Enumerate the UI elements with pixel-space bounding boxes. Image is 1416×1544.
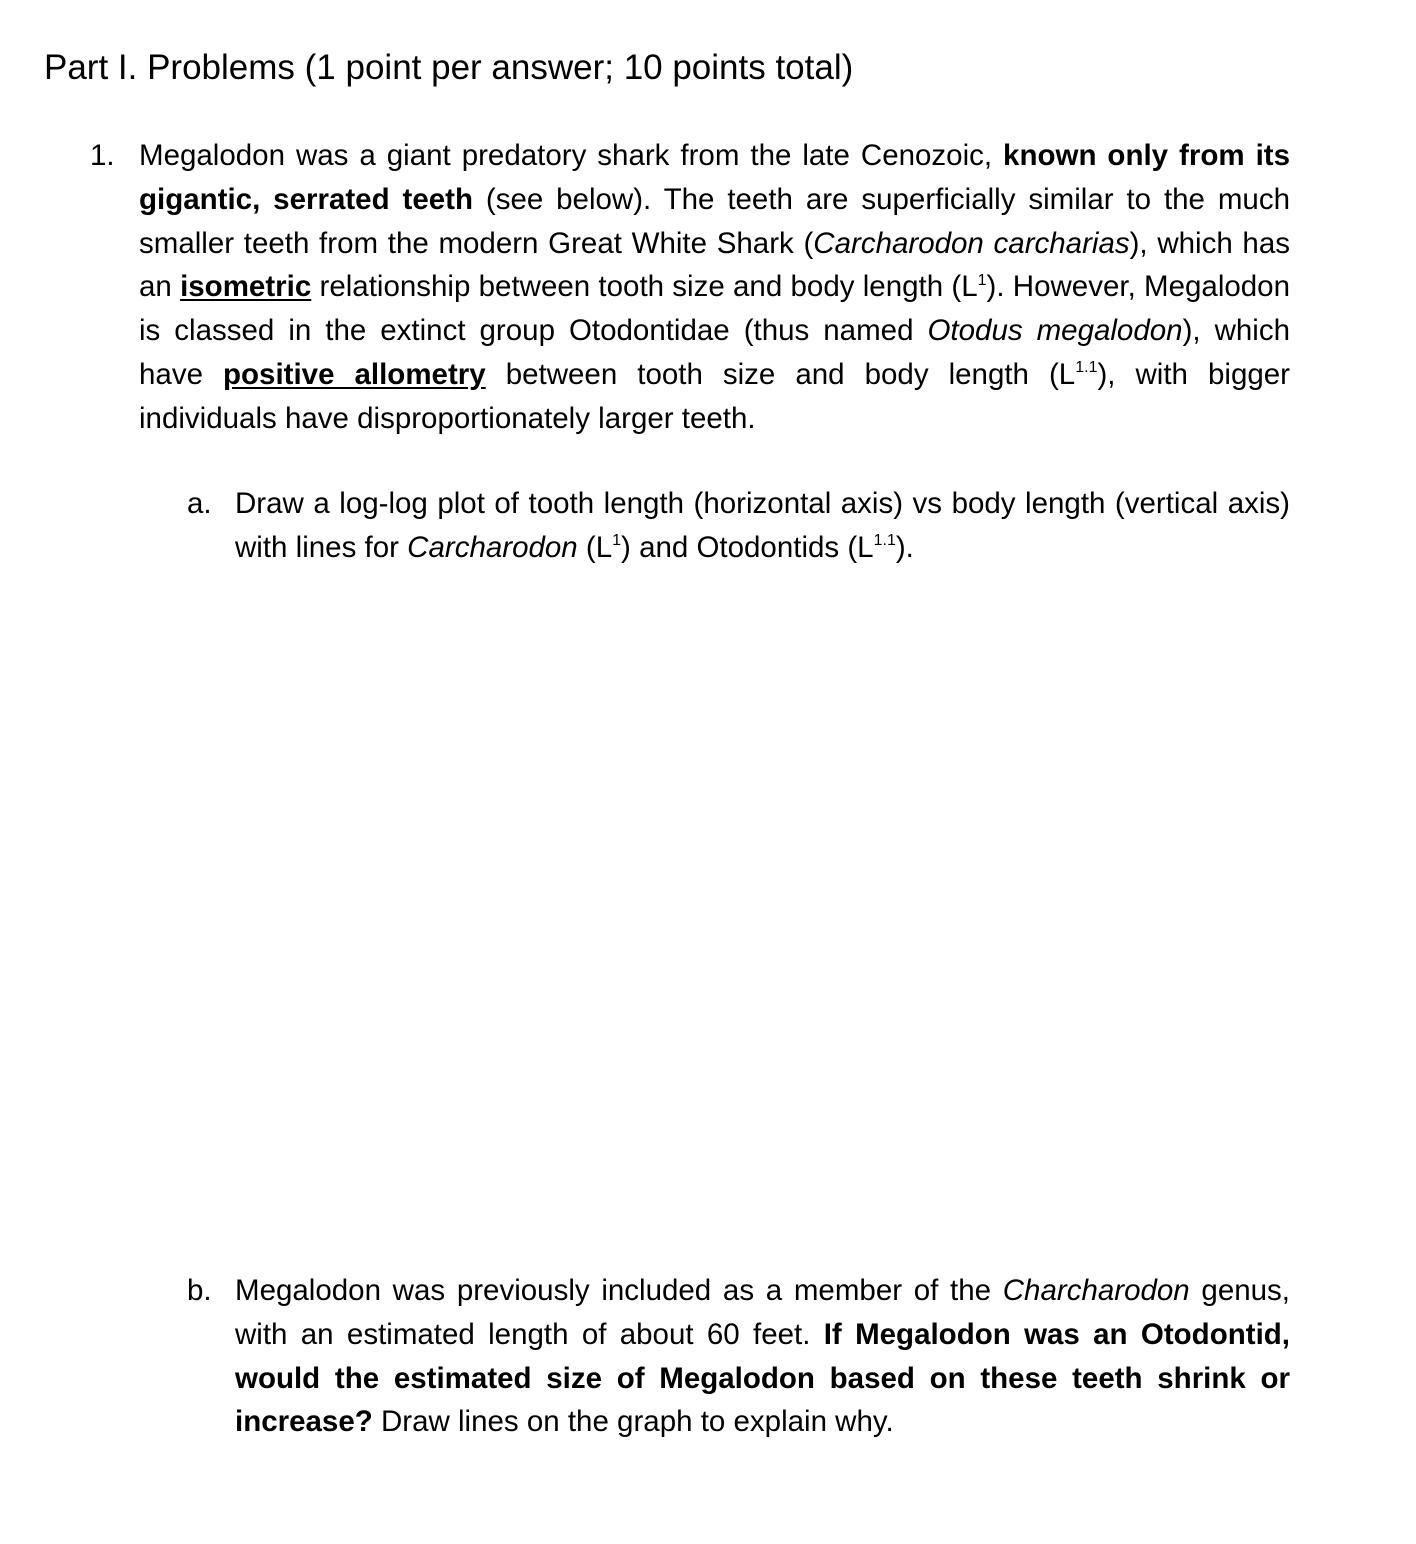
q1-exponent-1-1: 1.1 bbox=[1075, 359, 1098, 377]
q1-species-otodus-megalodon: Otodus megalodon bbox=[927, 314, 1183, 348]
q1-species-carcharodon-carcharias: Carcharodon carcharias bbox=[813, 226, 1130, 260]
q1-text-segment: relationship between tooth size and body length (L bbox=[311, 270, 978, 304]
q1-term-isometric: isometric bbox=[180, 270, 312, 304]
qb-text-segment: genus, with an estimated length of about 60 feet. bbox=[235, 1274, 1290, 1351]
qb-text-segment: Megalodon was previously included as a member of the bbox=[235, 1274, 1003, 1307]
q1-text-segment: ), with bigger individuals have disproportionately larger teeth. bbox=[139, 357, 1290, 435]
qa-exponent-1-1: 1.1 bbox=[873, 531, 896, 549]
qb-text-segment: Draw lines on the graph to explain why. bbox=[372, 1405, 894, 1439]
question-1-number: 1. bbox=[90, 139, 115, 172]
qa-genus-carcharodon: Carcharodon bbox=[407, 530, 578, 564]
q1-text-segment: (see below). The teeth are superficially similar to the much smaller teeth from the modern Great White Shark ( bbox=[139, 182, 1290, 260]
answer-space bbox=[235, 590, 1290, 1240]
q1-bold-known-only-from-teeth: known only from its gigantic, serrated teeth bbox=[139, 139, 1290, 216]
part-title: Part I. Problems (1 point per answer; 10 points total) bbox=[44, 48, 854, 87]
subquestion-a-text bbox=[235, 482, 1290, 570]
qa-text-segment: ). bbox=[895, 530, 914, 564]
qa-exponent-1: 1 bbox=[612, 531, 622, 549]
q1-exponent-1: 1 bbox=[977, 271, 987, 289]
q1-text-segment: between tooth size and body length (L bbox=[485, 357, 1076, 391]
q1-text-segment: ), which have bbox=[139, 314, 1291, 391]
question-1-text bbox=[139, 134, 1290, 441]
q1-text-segment: Megalodon was a giant predatory shark from the late Cenozoic, bbox=[139, 139, 1004, 172]
subquestion-a-letter: a. bbox=[187, 487, 212, 520]
qb-genus-charcharodon: Charcharodon bbox=[1002, 1274, 1190, 1307]
qa-text-segment: Draw a log-log plot of tooth length (horizontal axis) vs body length (vertical axis) with lines for bbox=[235, 487, 1290, 564]
subquestion-b-letter: b. bbox=[187, 1274, 212, 1307]
q1-term-positive-allometry: positive allometry bbox=[223, 357, 486, 391]
qa-text-segment: ) and Otodontids (L bbox=[621, 530, 874, 564]
q1-text-segment: ), which has an bbox=[139, 226, 1290, 304]
qb-bold-question: If Megalodon was an Otodontid, would the estimated size of Megalodon based on these teeth shrink or increase? bbox=[235, 1317, 1290, 1439]
subquestion-b-text bbox=[235, 1269, 1290, 1444]
q1-text-segment: ). However, Megalodon is classed in the extinct group Otodontidae (thus named bbox=[139, 270, 1290, 348]
qa-text-segment: (L bbox=[577, 530, 613, 564]
